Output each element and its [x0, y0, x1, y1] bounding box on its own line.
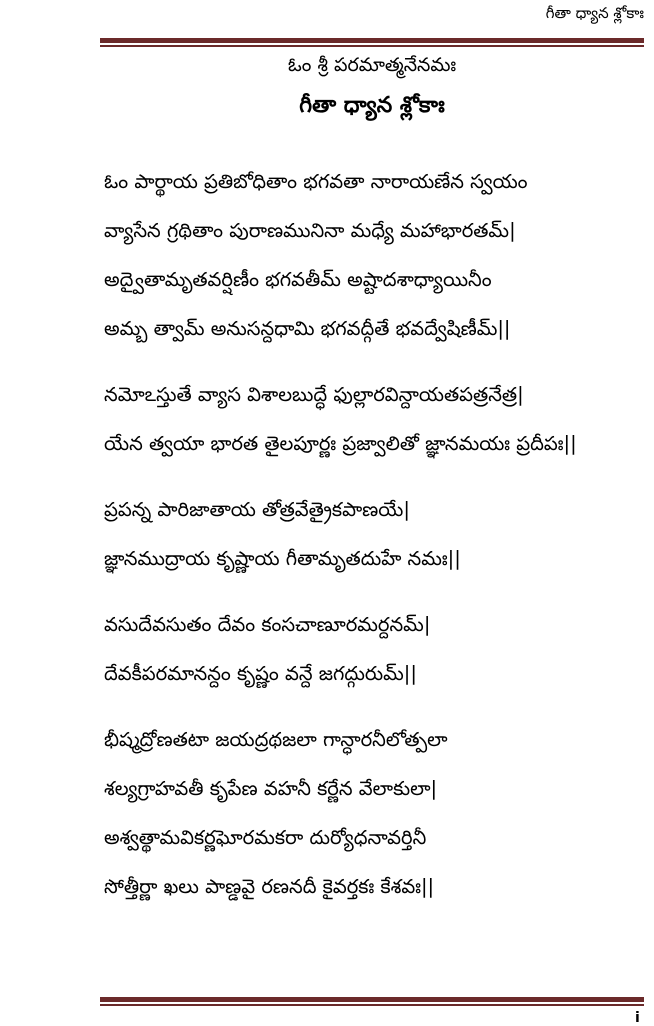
- verse-line: ప్రపన్న పారిజాతాయ తోత్రవేత్రైకపాణయే|: [104, 498, 410, 521]
- verse-line: అద్వైతామృతవర్షిణీం భగవతీమ్ అష్టాదశాధ్యాయినీం: [104, 268, 492, 291]
- stanza-3: [104, 488, 644, 586]
- verse-line: భీష్మద్రోణతటా జయద్రథజలా గాన్ధారనీలోత్పలా: [104, 728, 448, 751]
- stanza-2: [104, 373, 644, 471]
- verse-line: జ్ఞానముద్రాయ కృష్ణాయ గీతామృతదుహే నమః||: [104, 547, 461, 570]
- top-rule: [100, 38, 644, 47]
- stanza-5: [104, 718, 644, 914]
- verse-line: వ్యాసేన గ్రథితాం పురాణమునినా మధ్యే మహాభారతమ్|: [104, 219, 516, 242]
- verse-line: యేన త్వయా భారత తైలపూర్ణః ప్రజ్వాలితో జ్ఞానమయః ప్రదీపః||: [104, 432, 577, 455]
- page-title: గీతా ధ్యాన శ్లోకాః: [299, 93, 445, 118]
- invocation: ఓం శ్రీ పరమాత్మనేనమః: [287, 54, 457, 76]
- verse-line: అమ్బ త్వామ్ అనుసన్దధామి భగవద్గీతే భవద్వేషిణీమ్||: [104, 317, 511, 340]
- running-header: గీతా ధ్యాన శ్లోకాః: [545, 4, 644, 22]
- stanza-1: [104, 160, 644, 356]
- verse-line: వసుదేవసుతం దేవం కంసచాణూరమర్దనమ్|: [104, 613, 431, 636]
- stanza-4: [104, 603, 644, 701]
- verse-line: సోత్తీర్ణా ఖలు పాణ్డవై రణనదీ కైవర్తకః కేశవః||: [104, 875, 435, 898]
- bottom-rule: [100, 997, 644, 1006]
- verse-line: నమోఽస్తుతే వ్యాస విశాలబుద్ధే ఫుల్లారవిన్దాయతపత్రనేత్ర|: [104, 383, 524, 406]
- verse-line: ఓం పార్థాయ ప్రతిబోధితాం భగవతా నారాయణేన స్వయం: [104, 170, 528, 193]
- verse-line: శల్యగ్రాహవతీ కృపేణ వహనీ కర్ణేన వేలాకులా|: [104, 777, 438, 800]
- verses: [104, 160, 644, 931]
- verse-line: అశ్వత్థామవికర్ణఘోరమకరా దుర్యోధనావర్తినీ: [104, 826, 427, 849]
- page-number: i: [635, 1010, 640, 1026]
- verse-line: దేవకీపరమానన్దం కృష్ణం వన్దే జగద్గురుమ్||: [104, 662, 417, 685]
